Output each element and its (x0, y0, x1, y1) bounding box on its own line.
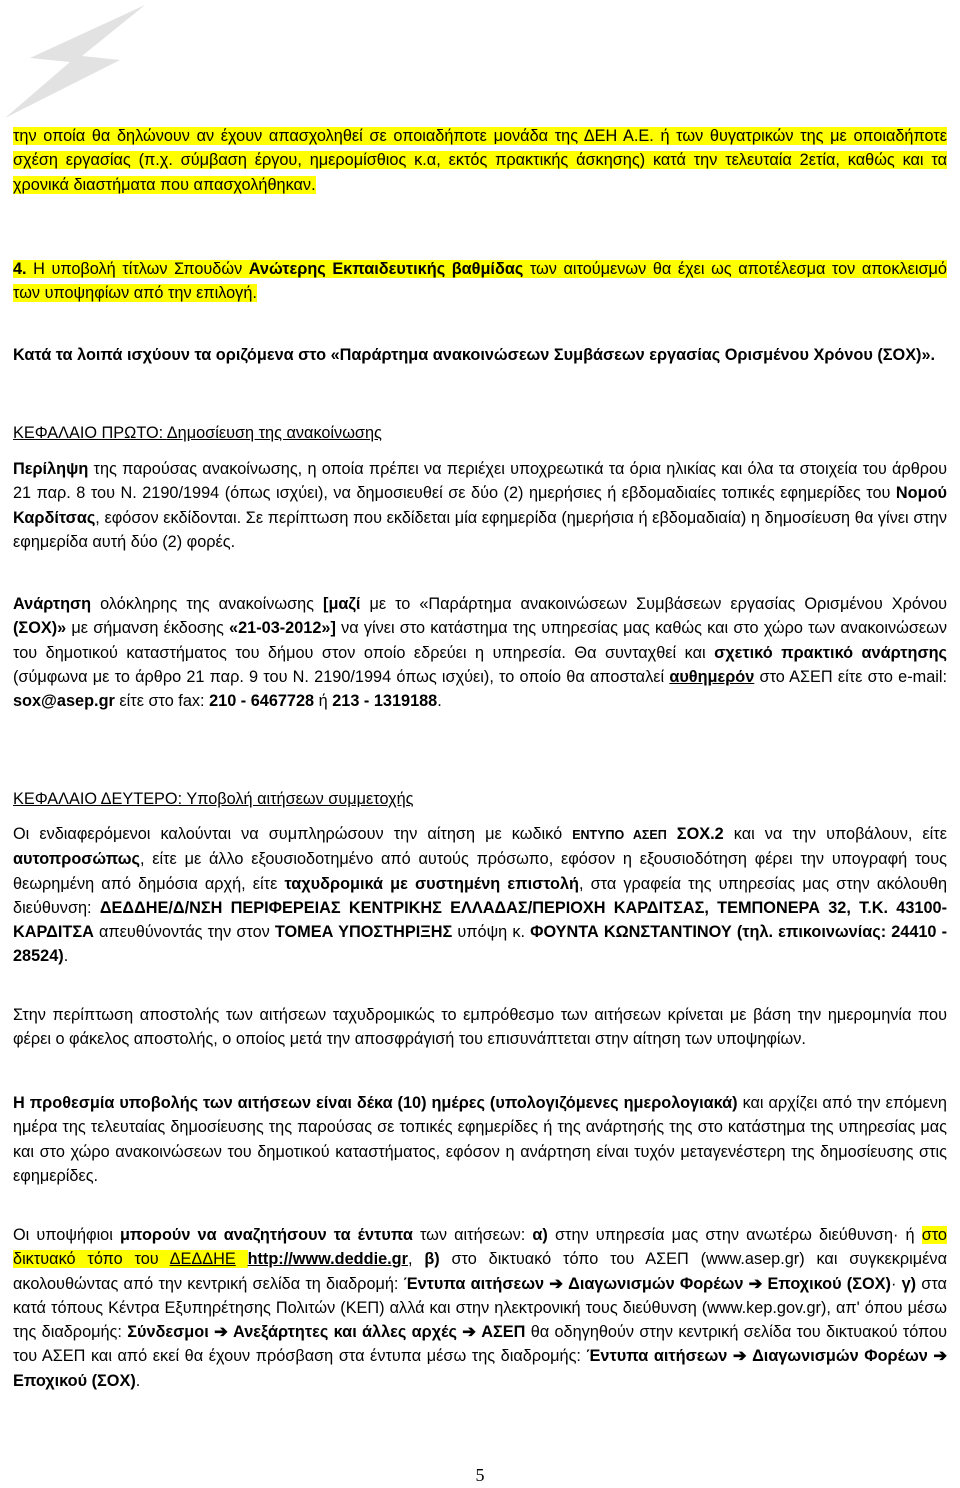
paragraph-postal-timeliness: Στην περίπτωση αποστολής των αιτήσεων ταχυδρομικώς το εμπρόθεσμο των αιτήσεων κρίνεται με βάση την ημερομηνία που φέρει ο φάκελος αποστολής, ο οποίος μετά την αποσφράγισή του επισυνάπτεται στην αίτηση των υποψηφίων. (13, 1006, 947, 1049)
paragraph-forms-availability: Οι υποψήφιοι μπορούν να αναζητήσουν τα έντυπα των αιτήσεων: α) στην υπηρεσία μας στην ανωτέρω διεύθυνση· ή στο δικτυακό τόπο του ΔΕΔΔΗΕ http://www.deddie.gr, β) στο δικτυακό τόπο του ΑΣΕΠ (www.asep.gr) και συγκεκριμένα ακολουθώντας από την κεντρική σελίδα τη διαδρομή: Έντυπα αιτήσεων ➔ Διαγωνισμών Φορέων ➔ Εποχικού (ΣΟΧ)· γ) στα κατά τόπους Κέντρα Εξυπηρέτησης Πολιτών (ΚΕΠ) αλλά και στην ηλεκτρονική τους διεύθυνση (www.kep.gov.gr), απ' όπου μέσω της διαδρομής: Σύνδεσμοι ➔ Ανεξάρτητες και άλλες αρχές ➔ ΑΣΕΠ θα οδηγηθούν στην κεντρική σελίδα του δικτυακού τόπου του ΑΣΕΠ και από εκεί θα έχουν πρόσβαση στα έντυπα μέσω της διαδρομής: Έντυπα αιτήσεων ➔ Διαγωνισμών Φορέων ➔ Εποχικού (ΣΟΧ). (13, 1226, 948, 1390)
paragraph-item-4: 4. Η υποβολή τίτλων Σπουδών Ανώτερης Εκπαιδευτικής βαθμίδας των αιτούμενων θα έχει ως αποτέλεσμα τον αποκλεισμό των υποψηφίων από την επιλογή. (13, 260, 947, 303)
arrow-icon: ➔ (214, 1323, 228, 1342)
paragraph-application-submission: Οι ενδιαφερόμενοι καλούνται να συμπληρώσουν την αίτηση με κωδικό ΕΝΤΥΠΟ ΑΣΕΠ ΣΟΧ.2 και να την υποβάλουν, είτε αυτοπροσώπως, είτε με άλλο εξουσιοδοτημένο από αυτούς πρόσωπο, εφόσον η εξουσιοδότηση φέρει την υπογραφή τους θεωρημένη από δημόσια αρχή, είτε ταχυδρομικά με συστημένη επιστολή, στα γραφεία της υπηρεσίας μας στην ακόλουθη διεύθυνση: ΔΕΔΔΗΕ/Δ/ΝΣΗ ΠΕΡΙΦΕΡΕΙΑΣ ΚΕΝΤΡΙΚΗΣ ΕΛΛΑΔΑΣ/ΠΕΡΙΟΧΗ ΚΑΡΔΙΤΣΑΣ, ΤΕΜΠΟΝΕΡΑ 32, Τ.Κ. 43100-ΚΑΡΔΙΤΣΑ απευθύνοντάς την στον ΤΟΜΕΑ ΥΠΟΣΤΗΡΙΞΗΣ υπόψη κ. ΦΟΥΝΤΑ ΚΩΝΣΤΑΝΤΙΝΟΥ (τηλ. επικοινωνίας: 24410 - 28524). (13, 825, 947, 966)
arrow-icon: ➔ (933, 1347, 948, 1366)
arrow-icon: ➔ (549, 1274, 563, 1293)
paragraph-employment-declaration (13, 124, 947, 197)
paragraph-remaining-terms: Κατά τα λοιπά ισχύουν τα οριζόμενα στο «Παράρτημα ανακοινώσεων Συμβάσεων εργασίας Ορισμένου Χρόνου (ΣΟΧ)». (13, 346, 936, 364)
arrow-icon: ➔ (732, 1347, 747, 1366)
arrow-icon: ➔ (462, 1323, 476, 1342)
item-number: 4. (13, 260, 27, 278)
arrow-icon: ➔ (748, 1274, 763, 1293)
contact-person: ΦΟΥΝΤΑ ΚΩΝΣΤΑΝΤΙΝΟΥ (τηλ. επικοινωνίας: 24410 - 28524) (13, 923, 947, 966)
postal-address: ΔΕΔΔΗΕ/Δ/ΝΣΗ ΠΕΡΙΦΕΡΕΙΑΣ ΚΕΝΤΡΙΚΗΣ ΕΛΛΑΔΑΣ/ΠΕΡΙΟΧΗ ΚΑΡΔΙΤΣΑΣ, ΤΕΜΠΟΝΕΡΑ 32, Τ.Κ. 43100-ΚΑΡΔΙΤΣΑ (13, 898, 947, 942)
chapter-one-heading: ΚΕΦΑΛΑΙΟ ΠΡΩΤΟ: Δημοσίευση της ανακοίνωσης (13, 424, 382, 442)
paragraph-summary-publication: Περίληψη της παρούσας ανακοίνωσης, η οποία πρέπει να περιέχει υποχρεωτικά τα όρια ηλικίας και όλα τα στοιχεία του άρθρου 21 παρ. 8 του Ν. 2190/1994 (όπως ισχύει), να δημοσιευθεί σε δύο (2) ημερήσιες ή εβδομαδιαίες τοπικές εφημερίδες του Νομού Καρδίτσας, εφόσον εκδίδονται. Σε περίπτωση που εκδίδεται μία εφημερίδα (ημερήσια ή εβδομαδιαία) η δημοσίευση θα γίνει στην εφημερίδα αυτή δύο (2) φορές. (13, 460, 947, 551)
page-number: 5 (475, 1465, 485, 1485)
chapter-two-heading: ΚΕΦΑΛΑΙΟ ΔΕΥΤΕΡΟ: Υποβολή αιτήσεων συμμετοχής (13, 790, 414, 808)
highlighted-text: την οποία θα δηλώνουν αν έχουν απασχοληθεί σε οποιαδήποτε μονάδα της ΔΕΗ Α.Ε. ή των θυγατρικών της με οποιαδήποτε σχέση εργασίας (π.χ. σύμβαση έργου, ημερομίσθιος κ.α, εκτός πρακτικής άσκησης) κατά την τελευταία 2ετία, καθώς και τα χρονικά διαστήματα που απασχολήθηκαν. (13, 127, 947, 194)
paragraph-posting: Ανάρτηση ολόκληρης της ανακοίνωσης [μαζί με το «Παράρτημα ανακοινώσεων Συμβάσεων εργασίας Ορισμένου Χρόνου (ΣΟΧ)» με σήμανση έκδοσης «21-03-2012»] να γίνει στο κατάστημα της υπηρεσίας μας καθώς και στο χώρο των ανακοινώσεων του δημοτικού καταστήματος του δήμου στον οποίο εδρεύει η υπηρεσία. Θα συνταχθεί και σχετικό πρακτικό ανάρτησης (σύμφωνα με το άρθρο 21 παρ. 9 του Ν. 2190/1994 όπως ισχύει), το οποίο θα αποσταλεί αυθημερόν στο ΑΣΕΠ είτε στο e-mail: sox@asep.gr είτε στο fax: 210 - 6467728 ή 213 - 1319188. (13, 595, 948, 711)
email-address: sox@asep.gr (13, 692, 115, 711)
paragraph-deadline: Η προθεσμία υποβολής των αιτήσεων είναι δέκα (10) ημέρες (υπολογιζόμενες ημερολογιακά) και αρχίζει από την επόμενη ημέρα της τελευταίας δημοσίευσης της παρούσας σε τοπικές εφημερίδες ή της ανάρτησής της στο κατάστημα της υπηρεσίας μας και στο χώρο ανακοινώσεων του δημοτικού καταστήματος, εφόσον η ανάρτηση είναι τυχόν μεταγενέστερη της δημοσίευσης στις εφημερίδες. (13, 1094, 947, 1185)
lightning-bolt-logo (0, 0, 160, 120)
fax-number-1: 210 - 6467728 (209, 692, 315, 711)
deddie-link[interactable]: http://www.deddie.gr (247, 1250, 408, 1269)
fax-number-2: 213 - 1319188 (332, 692, 438, 711)
